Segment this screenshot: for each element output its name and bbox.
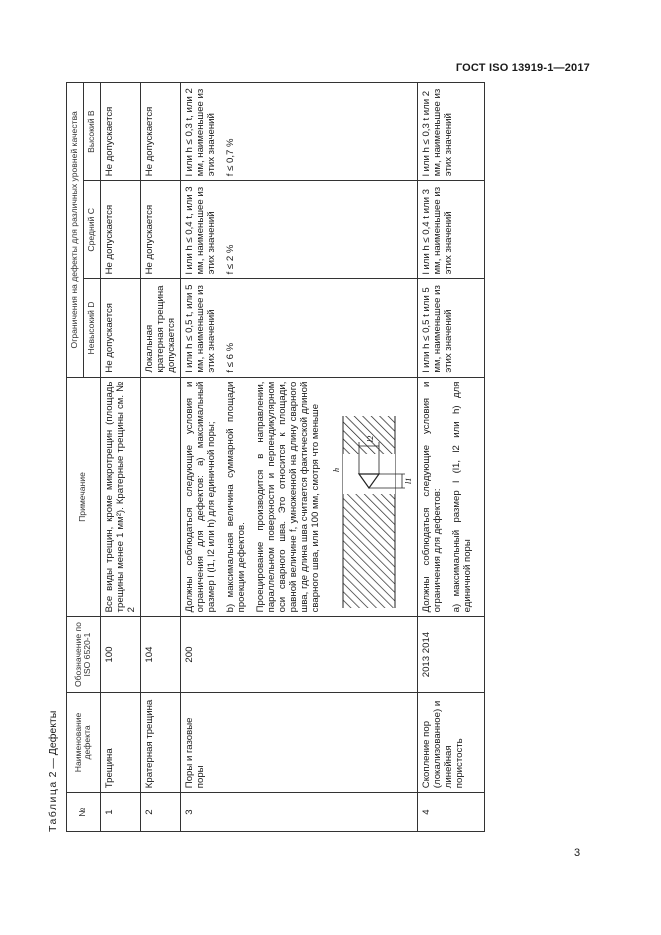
- table-row: [100, 83, 140, 832]
- label-h: h: [332, 468, 342, 473]
- row-level-c: l или h ≤ 0,4 t или 3 мм, наименьшее из этих значений: [418, 181, 485, 279]
- note-condition-b: а) максимальный размер l (l1, l2 или h) для единичной поры: [451, 381, 474, 613]
- row-num: 3: [180, 793, 417, 832]
- table-row: [140, 83, 180, 832]
- row-level-b: l или h ≤ 0,3 t или 2 мм, наименьшее из этих значений: [418, 83, 485, 181]
- row-level-d: Локальная кратерная трещина допускается: [140, 279, 180, 377]
- caption-rest: 2 — Дефекты: [47, 710, 59, 778]
- caption-prefix: Таблица: [47, 780, 59, 832]
- row-name: Скопление пор (локализованное) и линейная пористость: [418, 692, 485, 792]
- table-row: [418, 83, 485, 832]
- note-condition-a: Должны соблюдаться следующие условия и ограничения для дефектов:: [421, 381, 444, 613]
- header-level-d: Невысокий D: [83, 279, 100, 377]
- header-limits: Ограничения на дефекты для различных уровней качества: [67, 83, 84, 378]
- level-b-condition-a: l или h ≤ 0,3 t, или 2 мм, наименьшее из этих значений: [183, 88, 217, 177]
- row-level-d: Не допускается: [100, 279, 140, 377]
- rotated-table-block: [44, 82, 559, 832]
- header-note: Примечание: [67, 377, 101, 617]
- row-level-c: Не допускается: [140, 181, 180, 279]
- header-num: №: [67, 793, 101, 832]
- row-note: [140, 377, 180, 617]
- label-l2: l2: [366, 436, 376, 443]
- row-level-d: l или h ≤ 0,5 t или 5 мм, наименьшее из этих значений: [418, 279, 485, 377]
- row-num: 1: [100, 793, 140, 832]
- note-projection: Проецирование производится в направлении, параллельном поверхности и перпендикулярном оси сварного шва. Это относится к площади, равной величине f, умноженной на длину сварного шва, где длина шва считается фактической длиной сварного шва, или 100 мм, смотря что меньше: [255, 381, 322, 613]
- row-level-b: Не допускается: [100, 83, 140, 181]
- row-note: [180, 377, 417, 617]
- level-b-condition-b: f ≤ 0,7 %: [225, 138, 237, 177]
- row-level-d: [180, 279, 417, 377]
- row-code: 2013 2014: [418, 617, 485, 692]
- row-level-b: [180, 83, 417, 181]
- level-d-condition-a: l или h ≤ 0,5 t, или 5 мм, наименьшее из этих значений: [183, 284, 217, 373]
- row-note: [418, 377, 485, 617]
- level-c-condition-b: f ≤ 2 %: [225, 244, 237, 275]
- row-level-c: Не допускается: [100, 181, 140, 279]
- defects-table: [66, 82, 485, 832]
- note-condition-b: b) максимальная величина суммарной площади проекции дефектов.: [225, 381, 248, 613]
- header-level-b: Высокий B: [83, 83, 100, 181]
- note-condition-a: Должны соблюдаться следующие условия и ограничения для дефектов: а) максимальный размер l (l1, l2 или h) для единичной поры;: [183, 381, 217, 613]
- page-header-standard: ГОСТ ISO 13919-1—2017: [455, 62, 590, 74]
- row-num: 2: [140, 793, 180, 832]
- row-name: Трещина: [100, 692, 140, 792]
- label-l1: l1: [404, 478, 414, 485]
- level-d-condition-b: f ≤ 6 %: [225, 342, 237, 373]
- row-level-b: Не допускается: [140, 83, 180, 181]
- level-c-condition-a: l или h ≤ 0,4 t, или 3 мм, наименьшее из этих значений: [183, 186, 217, 275]
- row-num: 4: [418, 793, 485, 832]
- row-code: 104: [140, 617, 180, 692]
- pore-section-figure: [329, 382, 414, 613]
- row-name: Поpы и газовые поры: [180, 692, 417, 792]
- row-level-c: [180, 181, 417, 279]
- header-level-c: Средний C: [83, 181, 100, 279]
- row-note: Все виды трещин, кроме микротрещин (площадь трещины менее 1 мм²). Кратерные трещины см. № 2: [100, 377, 140, 617]
- page-number: 3: [574, 847, 581, 859]
- table-caption: [44, 711, 62, 832]
- header-name: Наименование дефекта: [67, 692, 101, 792]
- row-code: 200: [180, 617, 417, 692]
- row-name: Кратерная трещина: [140, 692, 180, 792]
- header-designation: Обозначение по ISO 6520-1: [67, 617, 101, 692]
- table-row: [180, 83, 417, 832]
- row-code: 100: [100, 617, 140, 692]
- weld-pore-diagram: [329, 412, 414, 612]
